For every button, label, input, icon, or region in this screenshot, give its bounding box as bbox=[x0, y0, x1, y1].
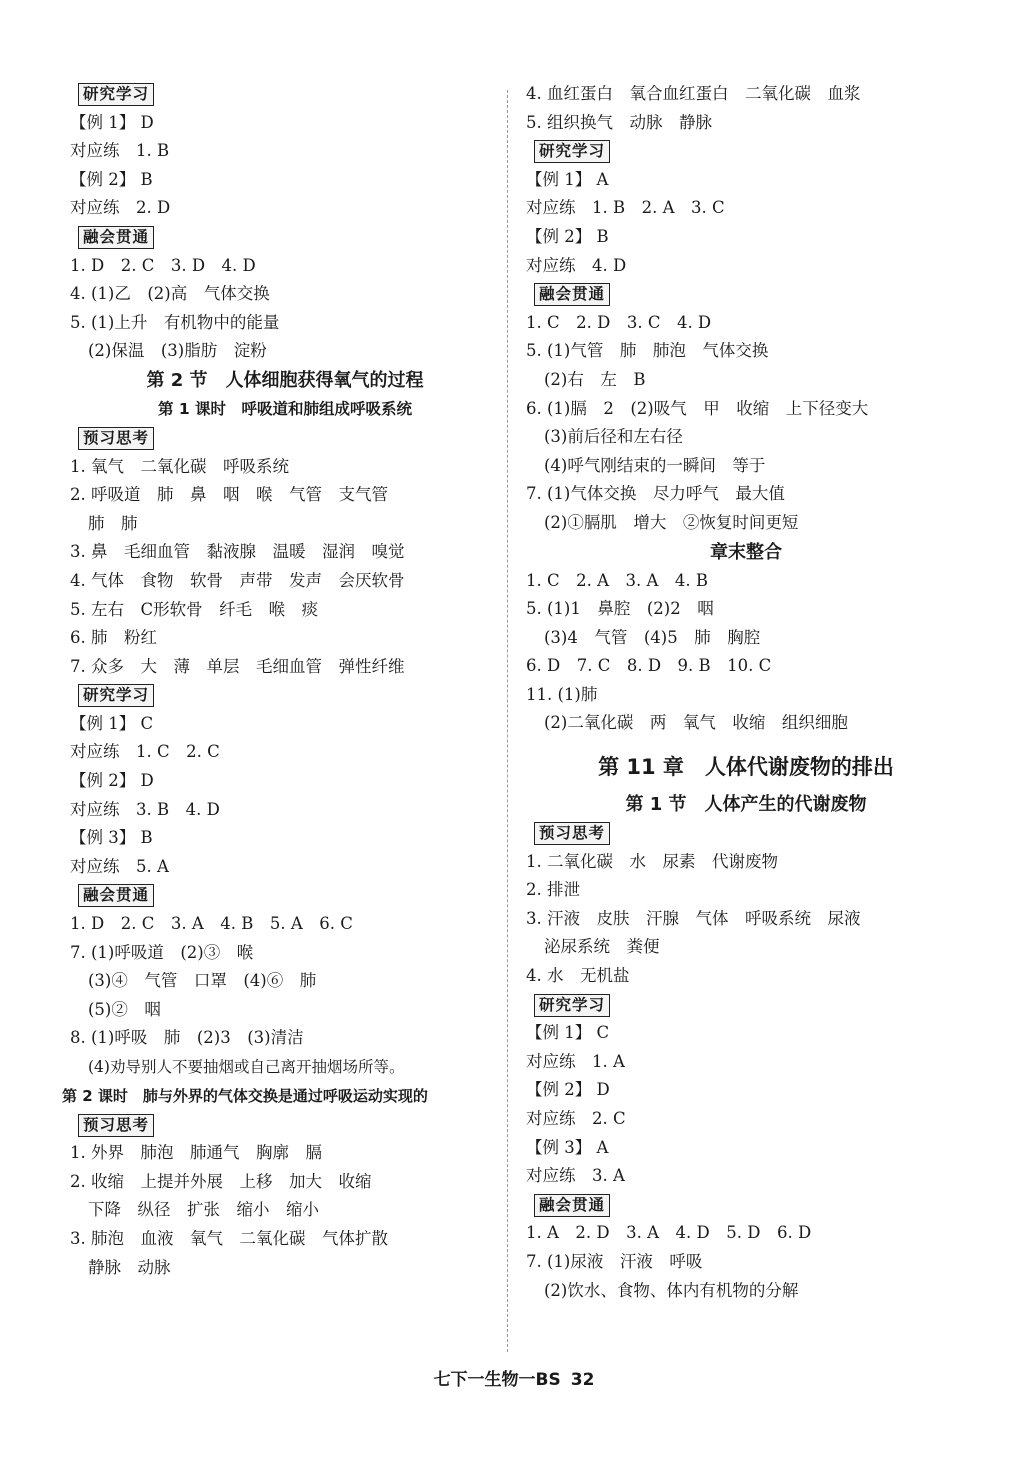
answer-line: 6. (1)膈 2 (2)吸气 甲 收缩 上下径变大 bbox=[526, 398, 869, 418]
answer-line: (2)保温 (3)脂肪 淀粉 bbox=[88, 341, 267, 361]
answer-line: 5. 左右 C形软骨 纤毛 喉 痰 bbox=[70, 599, 319, 619]
answer-line: (3)④ 气管 口罩 (4)⑥ 肺 bbox=[88, 971, 317, 991]
section-tag-research: 研究学习 bbox=[78, 83, 154, 106]
column-divider bbox=[507, 90, 508, 1352]
answer-line: 对应练 3. A bbox=[526, 1166, 625, 1186]
section-tag-integrate: 融会贯通 bbox=[534, 1194, 610, 1217]
answer-line: 2. 呼吸道 肺 鼻 咽 喉 气管 支气管 bbox=[70, 485, 388, 505]
answer-line: 3. 汗液 皮肤 汗腺 气体 呼吸系统 尿液 bbox=[526, 908, 861, 928]
answer-line: 5. (1)气管 肺 肺泡 气体交换 bbox=[526, 341, 769, 361]
answer-line: (5)② 咽 bbox=[88, 999, 161, 1019]
answer-line: 对应练 1. C 2. C bbox=[70, 742, 220, 762]
answer-line: 【例 2】 B bbox=[70, 169, 153, 189]
answer-line: 【例 3】 B bbox=[70, 828, 153, 848]
answer-line: 2. 排泄 bbox=[526, 880, 580, 900]
answer-line: 7. 众多 大 薄 单层 毛细血管 弹性纤维 bbox=[70, 656, 405, 676]
answer-line: 1. D 2. C 3. A 4. B 5. A 6. C bbox=[70, 914, 353, 934]
section-tag-research: 研究学习 bbox=[534, 140, 610, 163]
answer-line: 对应练 1. B 2. A 3. C bbox=[526, 198, 725, 218]
answer-line: (2)二氧化碳 两 氧气 收缩 组织细胞 bbox=[544, 713, 848, 733]
answer-line: 6. 肺 粉红 bbox=[70, 628, 157, 648]
section-heading: 第 1 节 人体产生的代谢废物 bbox=[625, 794, 867, 816]
answer-line: 对应练 3. B 4. D bbox=[70, 799, 220, 819]
answer-line: 【例 1】 A bbox=[526, 169, 609, 189]
answer-line: 对应练 2. D bbox=[70, 198, 171, 218]
answer-line: 【例 1】 C bbox=[70, 713, 154, 733]
chapter-heading: 第 11 章 人体代谢废物的排出 bbox=[598, 755, 894, 780]
section-tag-integrate: 融会贯通 bbox=[534, 283, 610, 306]
answer-line: 1. 氧气 二氧化碳 呼吸系统 bbox=[70, 456, 289, 476]
answer-line: 2. 收缩 上提并外展 上移 加大 收缩 bbox=[70, 1171, 372, 1191]
answer-line: (2)饮水、食物、体内有机物的分解 bbox=[544, 1280, 799, 1300]
answer-line: 对应练 5. A bbox=[70, 856, 169, 876]
answer-line: 1. D 2. C 3. D 4. D bbox=[70, 255, 256, 275]
answer-line: 【例 2】 D bbox=[526, 1080, 610, 1100]
answer-line: 3. 鼻 毛细血管 黏液腺 温暖 湿润 嗅觉 bbox=[70, 542, 405, 562]
answer-line: 11. (1)肺 bbox=[526, 684, 598, 704]
answer-line: 对应练 2. C bbox=[526, 1109, 626, 1128]
answer-line: (3)4 气管 (4)5 肺 胸腔 bbox=[544, 627, 761, 647]
answer-line: 1. A 2. D 3. A 4. D 5. D 6. D bbox=[526, 1223, 812, 1243]
answer-line: (4)劝导别人不要抽烟或自己离开抽烟场所等。 bbox=[88, 1058, 405, 1076]
answer-line: (3)前后径和左右径 bbox=[544, 427, 683, 447]
answer-line: 5. 组织换气 动脉 静脉 bbox=[526, 112, 712, 132]
answer-line: 【例 1】 D bbox=[70, 112, 154, 132]
answer-line: 【例 2】 D bbox=[70, 771, 154, 791]
answer-line: 1. C 2. D 3. C 4. D bbox=[526, 312, 712, 332]
answer-line: 1. 二氧化碳 水 尿素 代谢废物 bbox=[526, 851, 778, 871]
answer-line: 对应练 4. D bbox=[526, 255, 627, 275]
answer-line: 静脉 动脉 bbox=[88, 1257, 171, 1277]
answer-line: 【例 2】 B bbox=[526, 226, 609, 246]
answer-line: 4. (1)乙 (2)高 气体交换 bbox=[70, 284, 270, 304]
answer-line: 1. 外界 肺泡 肺通气 胸廓 膈 bbox=[70, 1143, 322, 1163]
answer-line: 4. 水 无机盐 bbox=[526, 966, 630, 986]
answer-line: 对应练 1. B bbox=[70, 141, 170, 161]
page-number: 32 bbox=[570, 1370, 595, 1390]
answer-line: 6. D 7. C 8. D 9. B 10. C bbox=[526, 656, 772, 676]
answer-line: 7. (1)气体交换 尽力呼气 最大值 bbox=[526, 484, 785, 504]
answer-line: 【例 1】 C bbox=[526, 1023, 610, 1043]
section-tag-preview: 预习思考 bbox=[534, 822, 610, 845]
answer-line: (2)①膈肌 增大 ②恢复时间更短 bbox=[544, 512, 799, 532]
lesson-heading: 第 2 课时 肺与外界的气体交换是通过呼吸运动实现的 bbox=[62, 1086, 428, 1105]
section-tag-integrate: 融会贯通 bbox=[78, 884, 154, 907]
section-heading: 章末整合 bbox=[710, 541, 782, 563]
left-column bbox=[62, 80, 500, 1282]
lesson-heading: 第 1 课时 呼吸道和肺组成呼吸系统 bbox=[157, 399, 413, 418]
answer-line: 对应练 1. A bbox=[526, 1051, 625, 1071]
section-tag-integrate: 融会贯通 bbox=[78, 226, 154, 249]
section-tag-preview: 预习思考 bbox=[78, 1114, 154, 1137]
answer-line: 4. 血红蛋白 氧合血红蛋白 二氧化碳 血浆 bbox=[526, 84, 861, 103]
footer-label: 七下一生物一BS bbox=[433, 1370, 561, 1390]
answer-line: 4. 气体 食物 软骨 声带 发声 会厌软骨 bbox=[70, 570, 405, 590]
section-heading: 第 2 节 人体细胞获得氧气的过程 bbox=[146, 369, 424, 391]
answer-line: 泌尿系统 粪便 bbox=[544, 937, 660, 957]
section-tag-research: 研究学习 bbox=[78, 684, 154, 707]
answer-line: 7. (1)呼吸道 (2)③ 喉 bbox=[70, 942, 254, 962]
right-column bbox=[526, 80, 966, 1305]
page-footer bbox=[0, 1365, 1028, 1390]
answer-line: 5. (1)上升 有机物中的能量 bbox=[70, 312, 280, 332]
answer-line: 7. (1)尿液 汗液 呼吸 bbox=[526, 1251, 703, 1271]
answer-line: 【例 3】 A bbox=[526, 1137, 609, 1157]
answer-line: (2)右 左 B bbox=[544, 369, 646, 389]
answer-line: 下降 纵径 扩张 缩小 缩小 bbox=[88, 1200, 319, 1220]
answer-line: 8. (1)呼吸 肺 (2)3 (3)清洁 bbox=[70, 1028, 304, 1048]
answer-line: 1. C 2. A 3. A 4. B bbox=[526, 570, 709, 590]
section-tag-preview: 预习思考 bbox=[78, 427, 154, 450]
answer-line: 5. (1)1 鼻腔 (2)2 咽 bbox=[526, 599, 714, 619]
answer-line: 肺 肺 bbox=[88, 513, 138, 533]
section-tag-research: 研究学习 bbox=[534, 994, 610, 1017]
answer-line: (4)呼气刚结束的一瞬间 等于 bbox=[544, 455, 766, 475]
answer-line: 3. 肺泡 血液 氧气 二氧化碳 气体扩散 bbox=[70, 1228, 388, 1248]
